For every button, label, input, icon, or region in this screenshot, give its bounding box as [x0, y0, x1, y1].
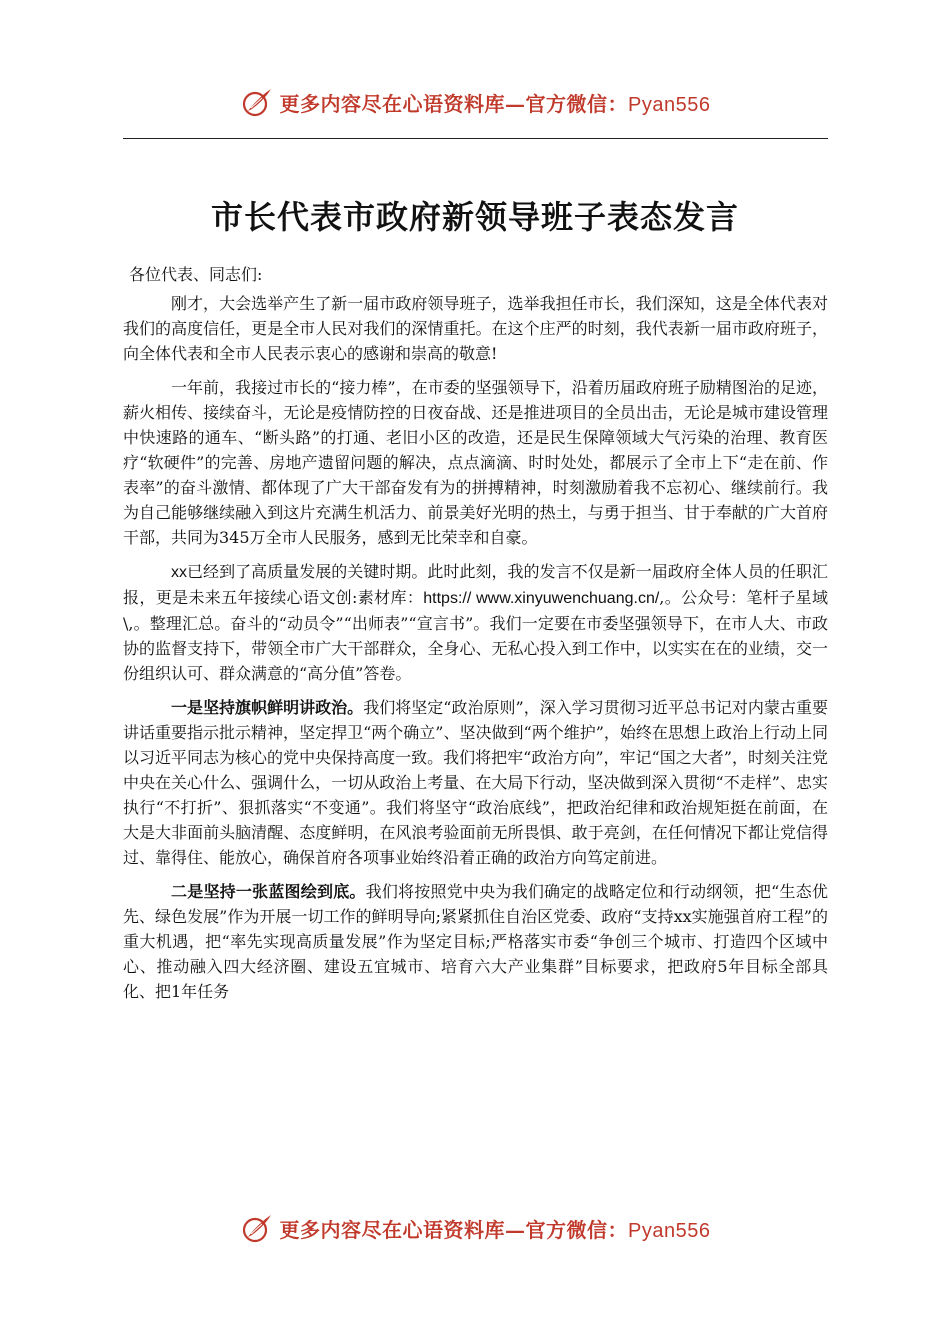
- paragraph-5-body: 我们将按照党中央为我们确定的战略定位和行动纲领，把“生态优先、绿色发展”作为开展一切工作的鲜明导向;紧紧抓住自治区党委、政府“支持xx实施强首府工程”的重大机遇，把“率先实现高质量发展”作为坚定目标;严格落实市委“争创三个城市、打造四个区域中心、推动融入四大经济圈、建设五宜城市、培育六大产业集群”目标要求，把政府5年目标全部具化、把1年任务: [123, 882, 828, 1001]
- document-title: 市长代表市政府新领导班子表态发言: [210, 198, 739, 236]
- paragraph-4-lead: 一是坚持旗帜鲜明讲政治。: [171, 698, 364, 717]
- salutation: 各位代表、同志们:: [129, 265, 263, 284]
- paragraph-5-lead: 二是坚持一张蓝图绘到底。: [171, 882, 366, 901]
- paragraph-3-city: xx: [171, 564, 187, 581]
- paragraph-3-text-b: ,。公众号：笔杆子星域\,。整理汇总。奋斗的“动员令”“出师表”“宣言书”。我们一定要在市委坚强领导下，在市人大、市政协的监督支持下，带领全市广大干部群众，全身心、无私心投入到工作中，以实实在在的业绩，交一份组织认可、群众满意的“高分值”答卷。: [123, 588, 828, 683]
- document-body: [123, 262, 828, 1013]
- paragraph-2: 一年前，我接过市长的“接力棒”，在市委的坚强领导下，沿着历届政府班子励精图治的足迹，薪火相传、接续奋斗，无论是疫情防控的日夜奋战、还是推进项目的全员出击，无论是城市建设管理中快速路的通车、“断头路”的打通、老旧小区的改造，还是民生保障领域大气污染的治理、教育医疗“软硬件”的完善、房地产遗留问题的解决，点点滴滴、时时处处，都展示了全市上下“走在前、作表率”的奋斗激情、都体现了广大干部奋发有为的拼搏精神，时刻激励着我不忘初心、继续前行。我为自己能够继续融入到这片充满生机活力、前景美好光明的热土，与勇于担当、甘于奉献的广大首府干部，共同为345万全市人民服务，感到无比荣幸和自豪。: [123, 378, 828, 547]
- header-banner-text: 更多内容尽在心语资料库—官方微信：Pyan556: [279, 91, 711, 116]
- header-divider: [123, 138, 828, 139]
- paragraph-3-text-a: 已经到了高质量发展的关键时期。此时此刻，我的发言不仅是新一届政府全体人员的任职汇报，更是未来五年接续心语文创:素材库：: [123, 562, 828, 607]
- header-banner: [0, 82, 950, 122]
- footer-banner: [0, 1208, 950, 1248]
- paragraph-4-body: 我们将坚定“政治原则”，深入学习贯彻习近平总书记对内蒙古重要讲话重要指示批示精神，坚定捍卫“两个确立”、坚决做到“两个维护”，始终在思想上政治上行动上同以习近平同志为核心的党中央保持高度一致。我们将把牢“政治方向”，牢记“国之大者”，时刻关注党中央在关心什么、强调什么，一切从政治上考量、在大局下行动，坚决做到深入贯彻“不走样”、忠实执行“不打折”、狠抓落实“不变通”。我们将坚守“政治底线”，把政治纪律和政治规矩挺在前面，在大是大非面前头脑清醒、态度鲜明，在风浪考验面前无所畏惧、敢于亮剑，在任何情况下都让党信得过、靠得住、能放心，确保首府各项事业始终沿着正确的政治方向笃定前进。: [123, 698, 828, 867]
- paragraph-1: 刚才，大会选举产生了新一届市政府领导班子，选举我担任市长，我们深知，这是全体代表对我们的高度信任，更是全市人民对我们的深情重托。在这个庄严的时刻，我代表新一届市政府班子，向全体代表和全市人民表示衷心的感谢和崇高的敬意!: [123, 294, 828, 363]
- paragraph-5: [123, 879, 828, 1004]
- paragraph-3: [123, 559, 828, 686]
- paragraph-3-url: https:// www.xinyuwenchuang.cn/: [423, 590, 660, 607]
- quill-circle-icon: [240, 85, 274, 119]
- footer-banner-text: 更多内容尽在心语资料库—官方微信：Pyan556: [279, 1217, 711, 1242]
- header-wechat-id: Pyan556: [628, 93, 711, 116]
- quill-circle-icon: [240, 1211, 274, 1245]
- paragraph-4: [123, 695, 828, 870]
- footer-wechat-id: Pyan556: [628, 1219, 711, 1242]
